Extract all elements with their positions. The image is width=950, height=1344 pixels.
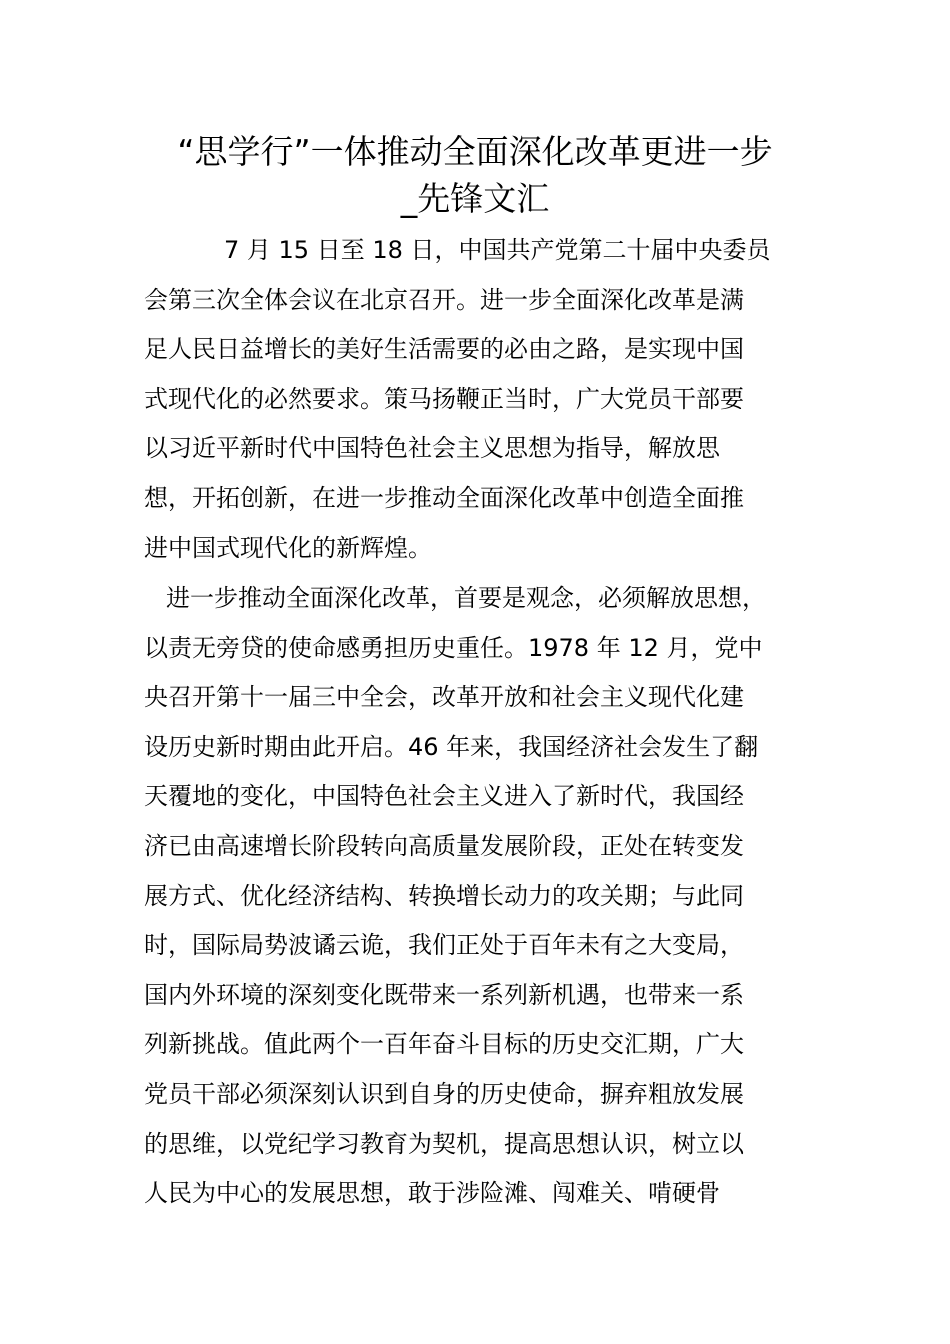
document-title — [120, 128, 830, 222]
text-line: 展方式、优化经济结构、转换增长动力的攻关期；与此同 — [144, 881, 744, 910]
text-line: 时，国际局势波谲云诡，我们正处于百年未有之大变局， — [144, 931, 744, 960]
text-line: 列新挑战。值此两个一百年奋斗目标的历史交汇期，广大 — [144, 1030, 744, 1059]
text-line: 足人民日益增长的美好生活需要的必由之路，是实现中国 — [144, 335, 744, 364]
text-line: 设历史新时期由此开启。46 年来，我国经济社会发生了翻 — [144, 732, 759, 761]
text-line: 央召开第十一届三中全会，改革开放和社会主义现代化建 — [144, 683, 744, 712]
text-line: 7 月 15 日至 18 日，中国共产党第二十届中央委员 — [224, 236, 771, 264]
paragraph-1 — [144, 226, 806, 573]
text-line: 以责无旁贷的使命感勇担历史重任。1978 年 12 月，党中 — [144, 633, 763, 662]
text-line: 济已由高速增长阶段转向高质量发展阶段，正处在转变发 — [144, 831, 744, 860]
text-line: 式现代化的必然要求。策马扬鞭正当时，广大党员干部要 — [144, 384, 744, 413]
text-line: 党员干部必须深刻认识到自身的历史使命，摒弃粗放发展 — [144, 1079, 744, 1108]
text-line: 以习近平新时代中国特色社会主义思想为指导，解放思 — [144, 434, 720, 463]
title-line-1: “思学行”一体推动全面深化改革更进一步 — [177, 132, 773, 171]
text-line: 天覆地的变化，中国特色社会主义进入了新时代，我国经 — [144, 782, 744, 811]
text-line: 进一步推动全面深化改革，首要是观念，必须解放思想， — [166, 584, 766, 612]
text-line: 进中国式现代化的新辉煌。 — [144, 533, 432, 562]
paragraph-2 — [144, 574, 806, 1219]
text-line: 人民为中心的发展思想，敢于涉险滩、闯难关、啃硬骨 — [144, 1179, 720, 1208]
title-line-2: _先锋文汇 — [400, 179, 550, 218]
text-line: 的思维，以党纪学习教育为契机，提高思想认识，树立以 — [144, 1129, 744, 1158]
text-line: 想，开拓创新，在进一步推动全面深化改革中创造全面推 — [144, 483, 744, 512]
text-line: 国内外环境的深刻变化既带来一系列新机遇，也带来一系 — [144, 980, 744, 1009]
text-line: 会第三次全体会议在北京召开。进一步全面深化改革是满 — [144, 285, 744, 314]
